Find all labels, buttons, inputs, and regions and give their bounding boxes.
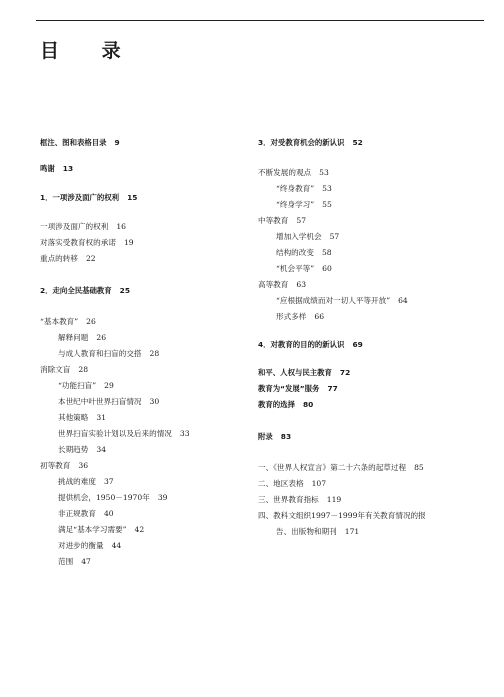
toc-entry-page: 57 — [296, 216, 307, 225]
toc-entry[interactable] — [40, 254, 96, 264]
toc-entry-title: 提供机会，1950－1970年 — [58, 493, 150, 502]
toc-entry[interactable] — [40, 317, 96, 327]
toc-entry[interactable] — [58, 397, 159, 407]
toc-entry[interactable] — [258, 168, 329, 178]
toc-entry-page: 53 — [319, 168, 329, 177]
toc-entry-page: 58 — [321, 248, 332, 257]
toc-entry-title: 世界扫盲实验计划以及后来的情况 — [58, 429, 172, 438]
toc-entry[interactable] — [276, 264, 332, 274]
toc-entry-title: 其他策略 — [58, 413, 89, 422]
toc-entry-page: 36 — [78, 461, 89, 470]
toc-entry-page: 55 — [322, 200, 332, 209]
toc-entry-title: 教育的选择 — [258, 400, 295, 409]
toc-entry-page: 9 — [114, 138, 120, 147]
toc-entry-title: 本世纪中叶世界扫盲情况 — [58, 397, 142, 406]
toc-entry-title: 三、世界教育指标 — [258, 495, 319, 504]
toc-entry[interactable] — [258, 368, 350, 378]
toc-entry-title: 范围 — [58, 557, 74, 566]
toc-entry-page: 107 — [311, 479, 327, 488]
toc-entry[interactable] — [40, 286, 130, 296]
toc-entry-title: “终身教育” — [276, 184, 315, 193]
toc-entry-title: 初等教育 — [40, 461, 71, 470]
toc-entry[interactable] — [276, 232, 339, 242]
toc-entry-title: 告、出版物和期刊 — [276, 527, 337, 536]
toc-entry[interactable] — [40, 222, 126, 232]
toc-entry-page: 80 — [302, 400, 314, 409]
toc-entry-page: 19 — [123, 238, 134, 247]
toc-entry[interactable] — [258, 340, 363, 350]
toc-entry[interactable] — [58, 333, 106, 343]
toc-entry-page: 13 — [62, 164, 74, 173]
toc-entry-title: 重点的转移 — [40, 254, 78, 263]
toc-entry-title: “终身学习” — [276, 200, 315, 209]
toc-entry-page: 22 — [85, 254, 96, 263]
toc-entry-title: 对落实受教育权的承诺 — [40, 238, 116, 247]
toc-entry-page: 69 — [352, 340, 363, 349]
toc-entry-page: 63 — [296, 280, 307, 289]
toc-entry-page: 42 — [134, 525, 145, 534]
toc-entry[interactable] — [276, 248, 332, 258]
toc-entry-title: 2．走向全民基础教育 — [40, 286, 112, 295]
toc-entry-title: 消除文盲 — [40, 365, 71, 374]
toc-entry-title: “应根据成绩而对一切人平等开放” — [276, 296, 391, 305]
toc-entry-title: 4．对教育的目的的新认识 — [258, 340, 345, 349]
toc-entry-title: 挑战的难度 — [58, 477, 96, 486]
toc-entry-title: “功能扫盲” — [58, 381, 97, 390]
toc-entry-page: 37 — [103, 477, 114, 486]
toc-entry[interactable] — [58, 445, 106, 455]
toc-entry-page: 31 — [96, 413, 107, 422]
toc-entry-page: 60 — [322, 264, 332, 273]
toc-entry-title: 一、《世界人权宣言》第二十六条的起草过程 — [258, 463, 407, 472]
toc-entry-page: 47 — [81, 557, 91, 566]
toc-entry[interactable] — [258, 479, 326, 489]
toc-entry-title: “基本教育” — [40, 317, 79, 326]
toc-entry[interactable] — [58, 413, 106, 423]
toc-entry-page: 53 — [322, 184, 332, 193]
toc-entry[interactable] — [40, 193, 137, 203]
toc-entry-title: 满足“基本学习需要” — [58, 525, 127, 534]
toc-entry[interactable] — [58, 541, 121, 551]
toc-entry[interactable] — [258, 400, 313, 410]
toc-entry-page: 57 — [329, 232, 340, 241]
toc-entry-title: 附录 — [258, 432, 273, 441]
toc-entry[interactable] — [58, 493, 167, 503]
toc-entry[interactable] — [258, 384, 338, 394]
toc-entry-page: 28 — [78, 365, 89, 374]
toc-entry[interactable] — [40, 238, 134, 248]
toc-entry[interactable] — [276, 200, 332, 210]
toc-entry-title: 非正规教育 — [58, 509, 96, 518]
toc-entry-title: 结构的改变 — [276, 248, 314, 257]
toc-entry-title: 与成人教育和扫盲的交搭 — [58, 349, 142, 358]
toc-entry-page: 119 — [326, 495, 342, 504]
toc-entry-page: 83 — [280, 432, 292, 441]
toc-entry-page: 34 — [96, 445, 107, 454]
toc-entry-title: 增加入学机会 — [276, 232, 322, 241]
toc-entry[interactable] — [58, 477, 114, 487]
toc-entry-page: 72 — [339, 368, 351, 377]
toc-entry[interactable] — [40, 138, 120, 148]
toc-entry[interactable] — [258, 138, 363, 148]
toc-entry-title: 1．一项涉及面广的权利 — [40, 193, 120, 202]
toc-entry-title: 对进步的衡量 — [58, 541, 104, 550]
toc-entry[interactable] — [58, 557, 91, 567]
toc-entry-title: 二、地区表格 — [258, 479, 304, 488]
toc-entry-title: 四、教科文组织1997－1999年有关教育情况的报 — [258, 511, 426, 520]
toc-entry-title: 长期趋势 — [58, 445, 89, 454]
toc-entry-page: 30 — [149, 397, 160, 406]
toc-entry-page: 40 — [103, 509, 114, 518]
toc-entry[interactable] — [40, 461, 88, 471]
toc-entry-page: 85 — [414, 463, 424, 472]
toc-entry[interactable] — [258, 495, 341, 505]
toc-entry[interactable] — [40, 164, 73, 174]
toc-entry-title: 解释问题 — [58, 333, 89, 342]
toc-entry-title: 中等教育 — [258, 216, 289, 225]
toc-entry-page: 26 — [96, 333, 107, 342]
toc-entry[interactable] — [258, 280, 306, 290]
toc-entry-title: 教育为“发展”服务 — [258, 384, 320, 393]
toc-entry-title: 不断发展的观点 — [258, 168, 312, 177]
toc-entry-page: 66 — [314, 312, 325, 321]
toc-entry[interactable] — [276, 296, 408, 306]
toc-entry-page: 44 — [111, 541, 122, 550]
toc-entry[interactable] — [58, 509, 114, 519]
toc-entry-title: 和平、人权与民主教育 — [258, 368, 332, 377]
toc-entry-title: 一项涉及面广的权利 — [40, 222, 109, 231]
toc-entry[interactable] — [58, 429, 190, 439]
top-rule — [36, 20, 484, 21]
page-title: 目 录 — [40, 40, 139, 62]
toc-entry[interactable] — [58, 381, 114, 391]
toc-entry-page: 16 — [116, 222, 127, 231]
toc-entry[interactable] — [258, 463, 424, 473]
toc-entry[interactable] — [58, 349, 159, 359]
toc-entry-title: “机会平等” — [276, 264, 315, 273]
toc-entry[interactable] — [258, 432, 291, 442]
toc-entry[interactable] — [276, 527, 359, 537]
toc-entry-title: 鸣谢 — [40, 164, 55, 173]
toc-entry[interactable] — [40, 365, 88, 375]
toc-entry[interactable] — [258, 216, 306, 226]
toc-entry-title: 框注、图和表格目录 — [40, 138, 107, 147]
toc-entry-page: 26 — [86, 317, 96, 326]
toc-entry-page: 64 — [398, 296, 408, 305]
toc-entry-page: 33 — [179, 429, 190, 438]
toc-entry-title: 3．对受教育机会的新认识 — [258, 138, 345, 147]
toc-entry[interactable] — [276, 184, 332, 194]
toc-entry-page: 15 — [127, 193, 138, 202]
toc-entry-page: 77 — [327, 384, 338, 393]
toc-entry[interactable] — [276, 312, 324, 322]
toc-entry[interactable] — [58, 525, 144, 535]
toc-entry-page: 52 — [352, 138, 363, 147]
toc-entry-page: 28 — [149, 349, 160, 358]
toc-entry-title: 形式多样 — [276, 312, 307, 321]
toc-entry-title: 高等教育 — [258, 280, 289, 289]
toc-entry-page: 29 — [104, 381, 114, 390]
toc-entry-page: 39 — [157, 493, 168, 502]
toc-entry-page: 171 — [344, 527, 360, 536]
toc-entry[interactable] — [258, 511, 426, 521]
toc-entry-page: 25 — [119, 286, 130, 295]
